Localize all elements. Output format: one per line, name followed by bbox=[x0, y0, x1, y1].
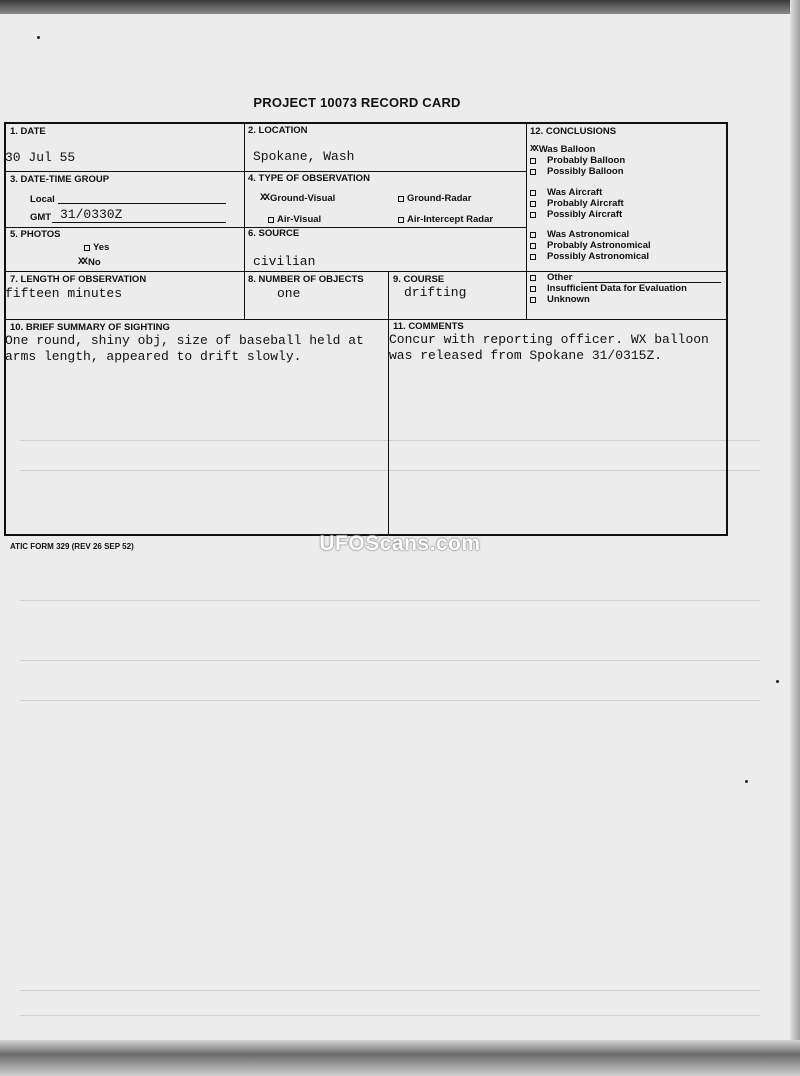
course-value: drifting bbox=[404, 285, 467, 300]
conclusion-possibly-balloon bbox=[530, 166, 624, 177]
summary-line: One round, shiny obj, size of baseball held at bbox=[5, 333, 364, 348]
source-value: civilian bbox=[253, 254, 316, 269]
conclusions-label: 12. CONCLUSIONS bbox=[530, 126, 617, 137]
conclusion-was-astronomical bbox=[530, 229, 629, 240]
divider bbox=[6, 271, 726, 272]
checkbox-empty bbox=[530, 243, 536, 249]
course-label: 9. COURSE bbox=[393, 274, 445, 285]
checkbox-empty bbox=[530, 254, 536, 260]
location-label: 2. LOCATION bbox=[248, 125, 308, 136]
checkbox-empty bbox=[398, 196, 404, 202]
length-value: fifteen minutes bbox=[5, 286, 123, 301]
checkbox-empty bbox=[530, 201, 536, 207]
conclusion-label: Possibly Astronomical bbox=[547, 251, 650, 262]
option-air-visual bbox=[268, 214, 321, 225]
checkbox-empty bbox=[530, 212, 536, 218]
option-air-intercept-radar bbox=[398, 214, 493, 225]
conclusion-probably-balloon bbox=[530, 155, 625, 166]
local-time-line bbox=[58, 203, 226, 204]
divider bbox=[244, 124, 245, 271]
summary-label: 10. BRIEF SUMMARY OF SIGHTING bbox=[10, 322, 170, 333]
conclusion-label: Was Balloon bbox=[538, 144, 596, 155]
divider bbox=[6, 171, 526, 172]
gmt-time-line bbox=[52, 222, 226, 223]
dtg-local-label: Local bbox=[30, 194, 55, 205]
summary-text bbox=[5, 333, 364, 365]
form-number: ATIC FORM 329 (REV 26 SEP 52) bbox=[10, 542, 134, 551]
option-label: Air-Intercept Radar bbox=[407, 214, 494, 225]
checked-mark: XX bbox=[260, 193, 269, 204]
option-label: Ground-Visual bbox=[270, 193, 336, 204]
date-label: 1. DATE bbox=[10, 126, 46, 137]
option-photos-no bbox=[78, 257, 101, 268]
card-title: PROJECT 10073 RECORD CARD bbox=[253, 95, 461, 110]
dtg-label: 3. DATE-TIME GROUP bbox=[10, 174, 110, 185]
bleed-through-line bbox=[20, 1015, 760, 1016]
divider bbox=[244, 271, 245, 319]
observation-label: 4. TYPE OF OBSERVATION bbox=[248, 173, 370, 184]
conclusion-label: Insufficient Data for Evaluation bbox=[547, 283, 687, 294]
conclusion-label: Probably Balloon bbox=[547, 155, 626, 166]
bleed-through-line bbox=[20, 600, 760, 601]
conclusion-possibly-aircraft bbox=[530, 209, 622, 220]
checkbox-empty bbox=[530, 286, 536, 292]
scan-bottom-edge bbox=[0, 1040, 800, 1076]
conclusion-label: Other bbox=[547, 272, 573, 283]
scan-speck bbox=[745, 780, 748, 783]
scan-speck bbox=[37, 36, 40, 39]
conclusion-label: Possibly Aircraft bbox=[547, 209, 623, 220]
location-value: Spokane, Wash bbox=[253, 149, 355, 164]
conclusion-label: Was Astronomical bbox=[547, 229, 630, 240]
conclusion-label: Unknown bbox=[547, 294, 590, 305]
checkbox-empty bbox=[268, 217, 274, 223]
conclusion-label: Was Aircraft bbox=[547, 187, 603, 198]
bleed-through-line bbox=[20, 700, 760, 701]
option-ground-visual bbox=[260, 193, 335, 204]
bleed-through-line bbox=[20, 660, 760, 661]
comments-label: 11. COMMENTS bbox=[393, 321, 464, 332]
comments-line: was released from Spokane 31/0315Z. bbox=[389, 348, 663, 363]
photos-label: 5. PHOTOS bbox=[10, 229, 61, 240]
conclusion-unknown bbox=[530, 294, 590, 305]
bleed-through-line bbox=[20, 990, 760, 991]
checkbox-empty bbox=[530, 275, 536, 281]
option-label: Ground-Radar bbox=[407, 193, 472, 204]
checkbox-empty bbox=[530, 169, 536, 175]
divider bbox=[388, 271, 389, 534]
conclusion-label: Probably Astronomical bbox=[547, 240, 651, 251]
objects-label: 8. NUMBER OF OBJECTS bbox=[248, 274, 364, 285]
option-ground-radar bbox=[398, 193, 471, 204]
watermark: UFOScans.com bbox=[319, 532, 481, 555]
conclusion-insufficient-data bbox=[530, 283, 687, 294]
divider bbox=[526, 124, 527, 319]
length-label: 7. LENGTH OF OBSERVATION bbox=[10, 274, 147, 285]
summary-line: arms length, appeared to drift slowly. bbox=[5, 349, 302, 364]
divider bbox=[6, 319, 726, 320]
date-value: 30 Jul 55 bbox=[5, 150, 76, 165]
checked-mark: XX bbox=[78, 257, 87, 268]
option-photos-yes bbox=[84, 242, 109, 253]
checkbox-empty bbox=[530, 190, 536, 196]
source-label: 6. SOURCE bbox=[248, 228, 300, 239]
comments-text bbox=[389, 332, 709, 364]
scan-speck bbox=[776, 680, 779, 683]
dtg-gmt-label: GMT bbox=[30, 212, 52, 223]
conclusion-was-aircraft bbox=[530, 187, 602, 198]
checked-mark: XX bbox=[530, 144, 537, 154]
conclusion-label: Possibly Balloon bbox=[547, 166, 624, 177]
option-label: Air-Visual bbox=[277, 214, 322, 225]
scan-top-edge bbox=[0, 0, 800, 14]
conclusion-possibly-astronomical bbox=[530, 251, 649, 262]
comments-line: Concur with reporting officer. WX balloon bbox=[389, 332, 709, 347]
checkbox-empty bbox=[530, 232, 536, 238]
checkbox-empty bbox=[84, 245, 90, 251]
option-label: Yes bbox=[93, 242, 110, 253]
dtg-gmt-value: 31/0330Z bbox=[60, 207, 123, 222]
conclusion-was-balloon bbox=[530, 144, 595, 155]
objects-value: one bbox=[277, 286, 301, 301]
conclusion-label: Probably Aircraft bbox=[547, 198, 624, 209]
checkbox-empty bbox=[530, 158, 536, 164]
option-label: No bbox=[88, 257, 101, 268]
checkbox-empty bbox=[398, 217, 404, 223]
conclusion-other bbox=[530, 272, 572, 283]
conclusion-probably-astronomical bbox=[530, 240, 651, 251]
conclusion-probably-aircraft bbox=[530, 198, 624, 209]
checkbox-empty bbox=[530, 297, 536, 303]
